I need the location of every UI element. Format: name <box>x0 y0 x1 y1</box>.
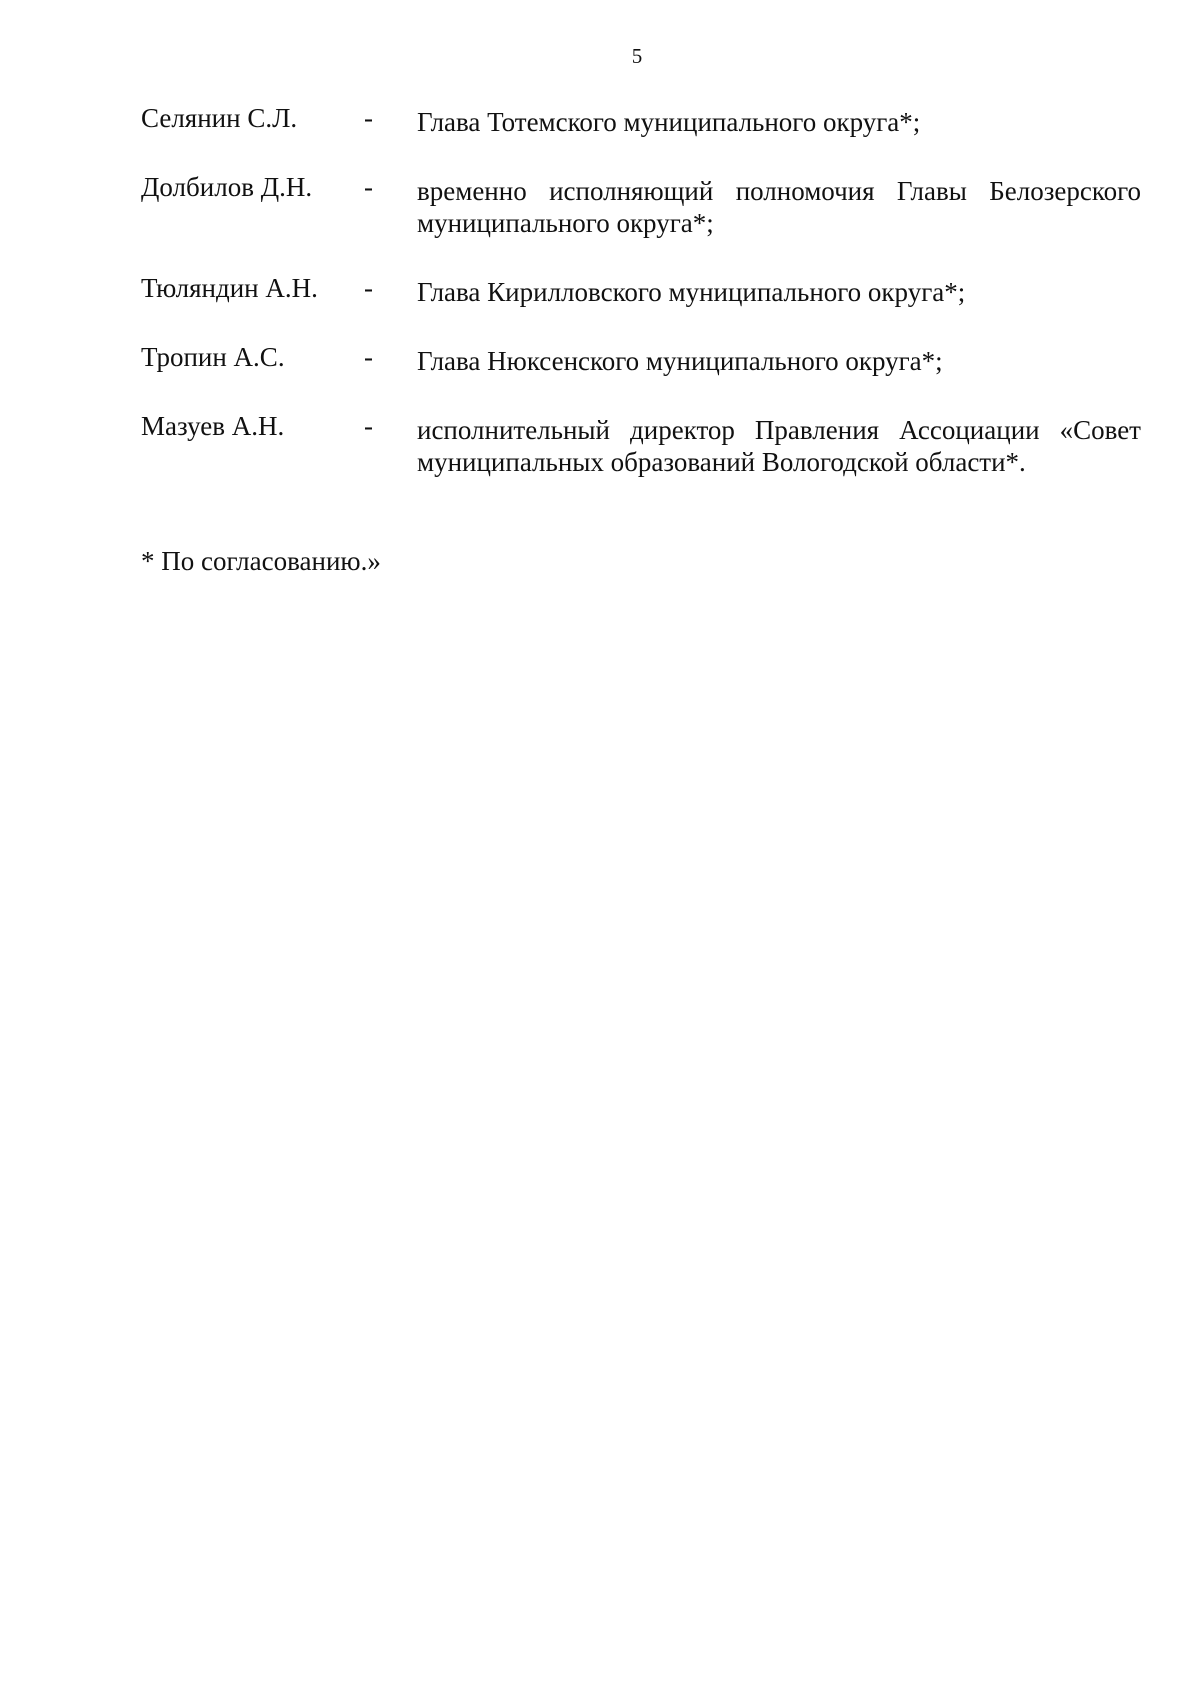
member-position: временно исполняющий полномочия Главы Белозерского муниципального округа*; <box>417 176 1141 238</box>
separator-dash: - <box>364 342 373 372</box>
member-position: Глава Нюксенского муниципального округа*; <box>417 346 943 376</box>
member-row <box>141 171 1141 239</box>
member-name: Тюляндин А.Н. <box>141 273 318 303</box>
separator-dash: - <box>364 273 373 303</box>
separator-dash: - <box>364 411 373 441</box>
page-number: 5 <box>631 44 643 68</box>
member-position: Глава Кирилловского муниципального округа*; <box>417 277 966 307</box>
member-name: Мазуев А.Н. <box>141 411 285 441</box>
member-row <box>141 410 1141 478</box>
member-position: исполнительный директор Правления Ассоциации «Совет муниципальных образований Вологодской области*. <box>417 415 1141 477</box>
member-list <box>141 102 1141 511</box>
member-name: Селянин С.Л. <box>141 103 298 133</box>
separator-dash: - <box>364 103 373 133</box>
footnote: * По согласованию.» <box>141 546 381 576</box>
member-row <box>141 272 1141 308</box>
member-name: Тропин А.С. <box>141 342 285 372</box>
member-row <box>141 102 1141 138</box>
member-row <box>141 341 1141 377</box>
member-name: Долбилов Д.Н. <box>141 172 313 202</box>
member-position: Глава Тотемского муниципального округа*; <box>417 107 921 137</box>
separator-dash: - <box>364 172 373 202</box>
